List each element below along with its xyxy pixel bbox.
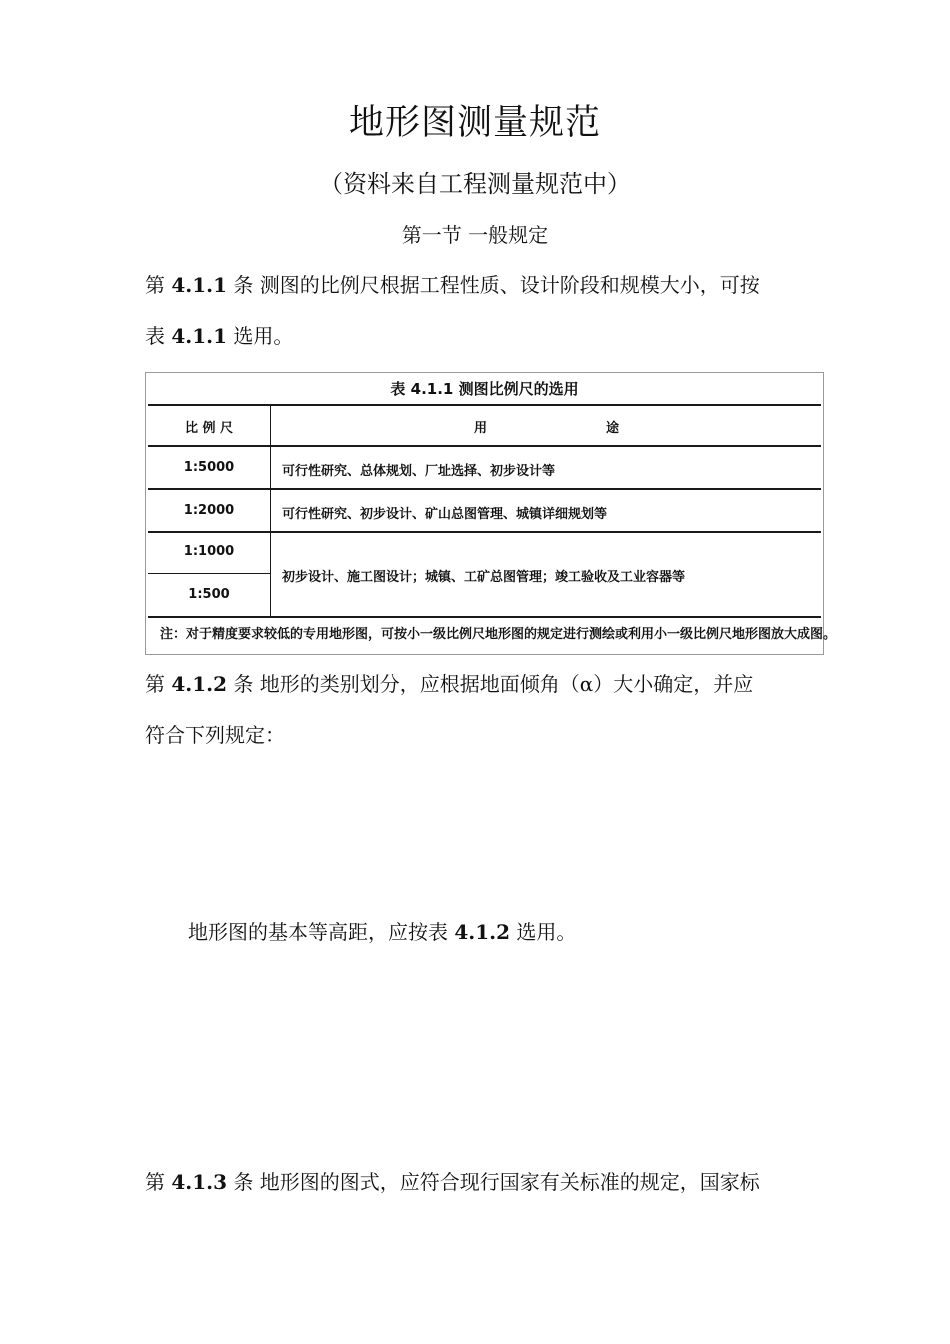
table-rule-row1 — [148, 488, 821, 490]
clause-number: 4.1.1 — [171, 273, 228, 297]
table-rule-row2 — [148, 531, 821, 533]
contour-prefix: 地形图的基本等高距，应按表 — [188, 920, 455, 944]
table-note: 注：对于精度要求较低的专用地形图，可按小一级比例尺地形图的规定进行测绘或利用小一级比例尺地形图放大成图。 — [160, 627, 837, 642]
row1-use: 可行性研究、总体规划、厂址选择、初步设计等 — [282, 464, 556, 479]
header-scale: 比 例 尺 — [184, 421, 234, 436]
section-heading: 第一节 一般规定 — [401, 223, 549, 247]
table-rule-bottom — [148, 616, 821, 618]
clause-text: 条 地形图的图式，应符合现行国家有关标准的规定，国家标 — [227, 1170, 760, 1194]
table-rule-top — [148, 404, 821, 406]
clause-prefix: 第 — [145, 672, 172, 696]
clause-line2-suffix: 选用。 — [227, 324, 294, 348]
clause-number: 4.1.2 — [171, 672, 228, 696]
clause-text: 条 地形的类别划分，应根据地面倾角（α）大小确定，并应 — [227, 672, 754, 696]
clause-prefix: 第 — [145, 273, 172, 297]
document-subtitle: （资料来自工程测量规范中） — [319, 170, 631, 198]
row2-use: 可行性研究、初步设计、矿山总图管理、城镇详细规划等 — [282, 507, 608, 522]
clause-prefix: 第 — [145, 1170, 172, 1194]
clause-text: 条 测图的比例尺根据工程性质、设计阶段和规模大小，可按 — [227, 273, 760, 297]
table-rule-header — [148, 445, 821, 447]
row4-scale: 1:500 — [188, 587, 230, 602]
clause-number: 4.1.3 — [171, 1170, 228, 1194]
document-title: 地形图测量规范 — [348, 103, 601, 143]
clause-4-1-1-line1 — [145, 271, 815, 299]
contour-suffix: 选用。 — [510, 920, 577, 944]
clause-4-1-3-line1 — [145, 1168, 815, 1196]
row3-4-use: 初步设计、施工图设计；城镇、工矿总图管理；竣工验收及工业容器等 — [282, 570, 686, 585]
contour-interval-sentence — [188, 918, 858, 946]
header-use-char2: 途 — [606, 421, 620, 436]
table-caption: 表 4.1.1 测图比例尺的选用 — [390, 380, 579, 398]
table-reference-number: 4.1.2 — [454, 920, 511, 944]
row3-scale: 1:1000 — [183, 544, 235, 559]
table-rule-row3 — [148, 573, 271, 574]
clause-4-1-2-line1 — [145, 670, 815, 698]
clause-4-1-1-line2 — [145, 322, 815, 350]
row2-scale: 1:2000 — [183, 503, 235, 518]
clause-line2-prefix: 表 — [145, 324, 172, 348]
table-reference-number: 4.1.1 — [171, 324, 228, 348]
row1-scale: 1:5000 — [183, 460, 235, 475]
scale-selection-table — [145, 372, 837, 655]
header-use-char1: 用 — [474, 421, 488, 436]
clause-4-1-2-line2: 符合下列规定： — [145, 723, 285, 747]
table-column-divider — [270, 405, 271, 617]
